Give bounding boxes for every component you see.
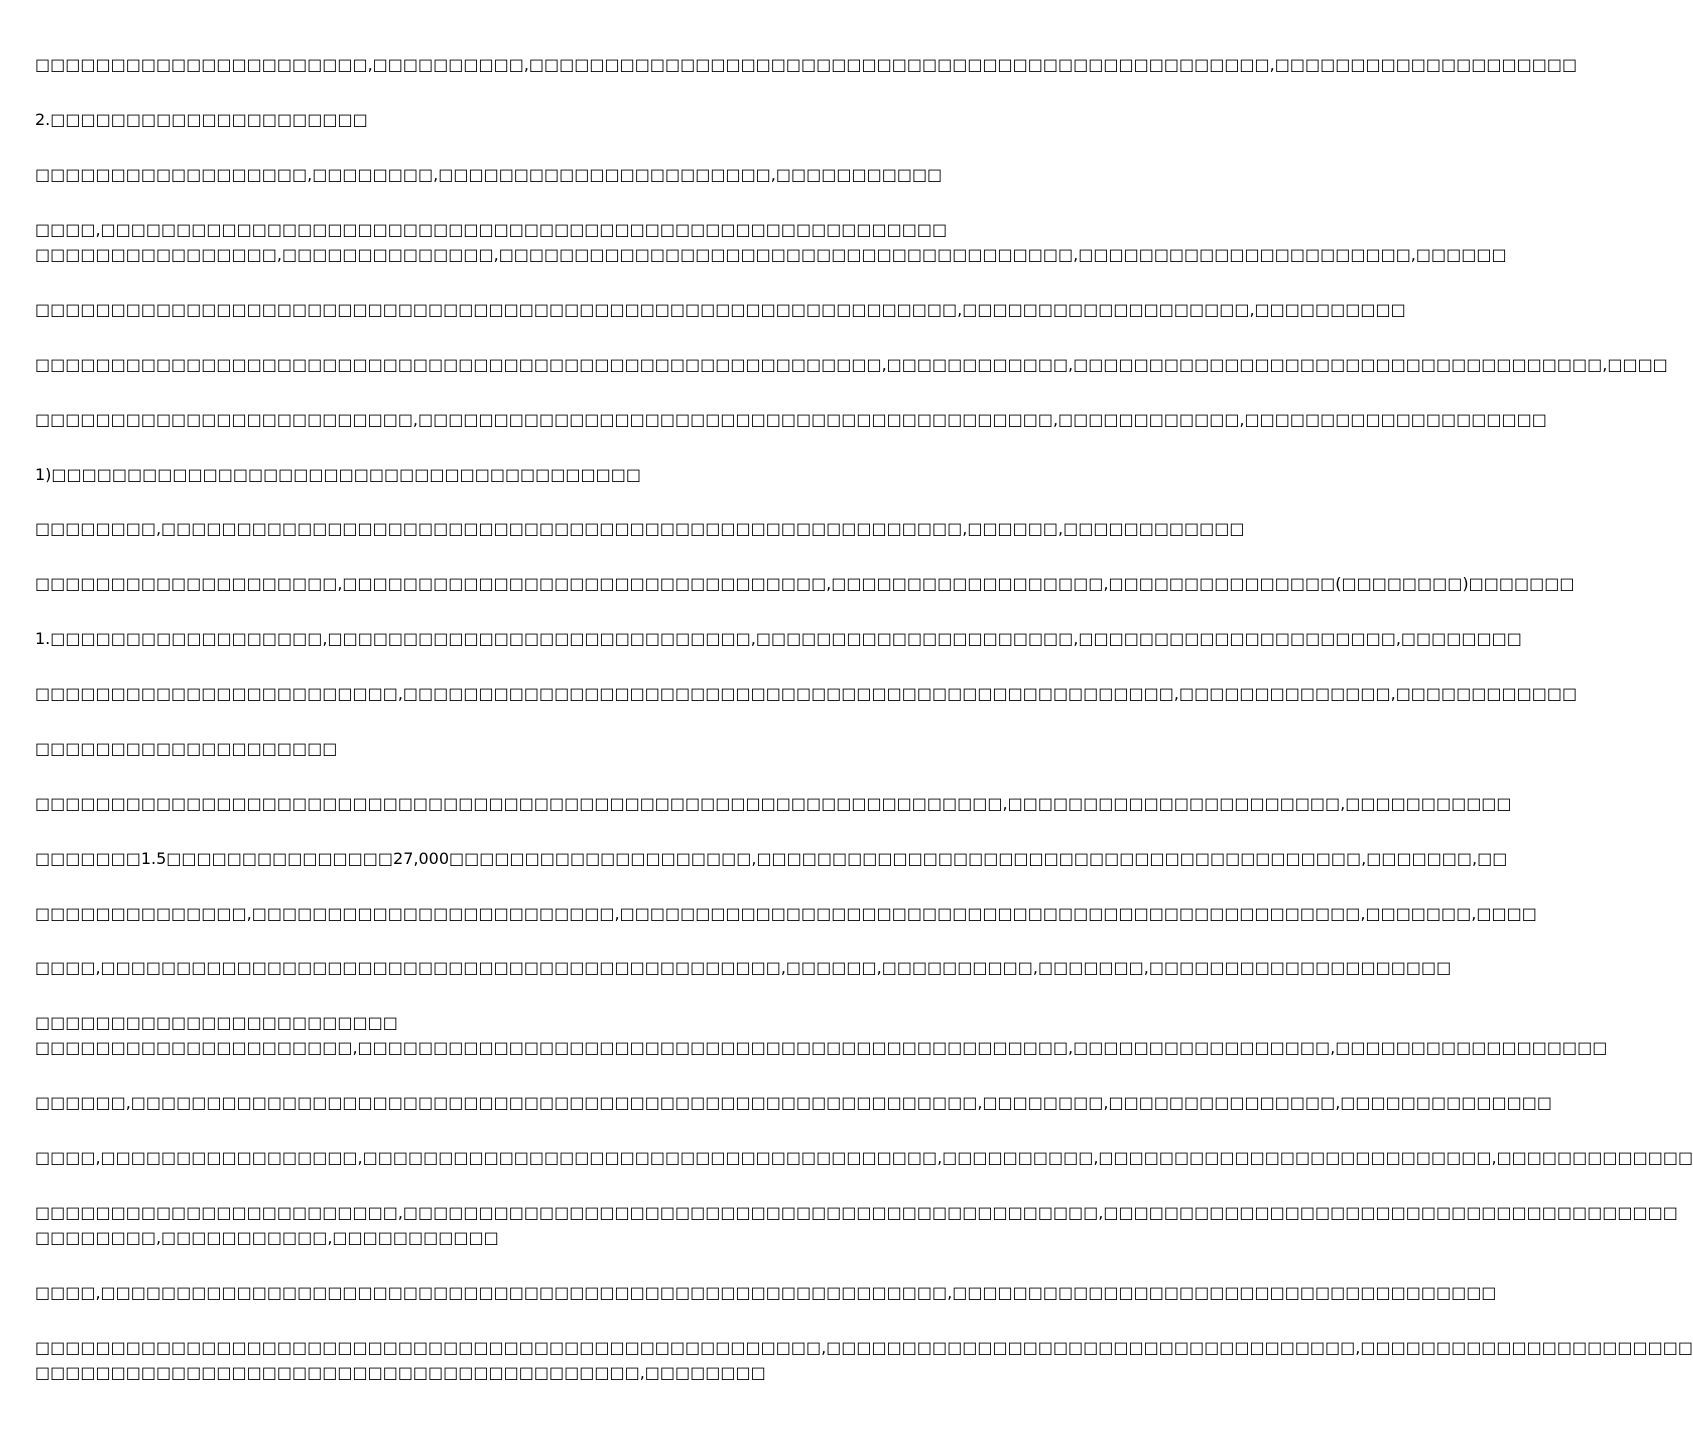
text-line-2: 2.□□□□□□□□□□□□□□□□□□□□□ <box>35 110 368 129</box>
text-line-14: □□□□□□□□□□□□□□□□□□□□ <box>35 739 338 758</box>
text-line-8: □□□□□□□□□□□□□□□□□□□□□□□□□,□□□□□□□□□□□□□□□□□□□□□□□□□□□□□□□□□□□□□□□□□□,□□□□□□□□□□□□,□□□□□□□□□□□□□□□□□□□□ <box>35 410 1547 429</box>
text-line-9: 1)□□□□□□□□□□□□□□□□□□□□□□□□□□□□□□□□□□□□□□□ <box>35 465 641 484</box>
text-line-5: □□□□□□□□□□□□□□□□,□□□□□□□□□□□□□□,□□□□□□□□□□□□□□□□□□□□□□□□□□□□□□□□□□□□□□,□□□□□□□□□□□□□□□□□□□□□□,□□□□□□ <box>35 245 1507 264</box>
text-line-17: □□□□□□□□□□□□□□,□□□□□□□□□□□□□□□□□□□□□□□□,□□□□□□□□□□□□□□□□□□□□□□□□□□□□□□□□□□□□□□□□□□□□□□□□□,□□□□□□□,□□□□ <box>35 904 1537 923</box>
text-line-23: □□□□□□□□□□□□□□□□□□□□□□□□,□□□□□□□□□□□□□□□□□□□□□□□□□□□□□□□□□□□□□□□□□□□□□□,□□□□□□□□□□□□□□□□□□□□□□□□□□□□□□□□□□□□□□ <box>35 1203 1678 1222</box>
text-line-27: □□□□□□□□□□□□□□□□□□□□□□□□□□□□□□□□□□□□□□□□,□□□□□□□□ <box>35 1363 766 1382</box>
text-line-4: □□□□,□□□□□□□□□□□□□□□□□□□□□□□□□□□□□□□□□□□□□□□□□□□□□□□□□□□□□□□□ <box>35 220 948 239</box>
text-line-26: □□□□□□□□□□□□□□□□□□□□□□□□□□□□□□□□□□□□□□□□□□□□□□□□□□□□,□□□□□□□□□□□□□□□□□□□□□□□□□□□□□□□□□□□,□□□□□□□□□□□□□□□□□□□□□□ <box>35 1338 1693 1357</box>
text-line-25: □□□□,□□□□□□□□□□□□□□□□□□□□□□□□□□□□□□□□□□□□□□□□□□□□□□□□□□□□□□□□,□□□□□□□□□□□□□□□□□□□□□□□□□□□□□□□□□□□□ <box>35 1283 1497 1302</box>
text-line-13: □□□□□□□□□□□□□□□□□□□□□□□□,□□□□□□□□□□□□□□□□□□□□□□□□□□□□□□□□□□□□□□□□□□□□□□□□□□□,□□□□□□□□□□□□□□,□□□□□□□□□□□□ <box>35 684 1578 703</box>
text-line-24: □□□□□□□□,□□□□□□□□□□□,□□□□□□□□□□□ <box>35 1228 499 1247</box>
text-line-21: □□□□□□,□□□□□□□□□□□□□□□□□□□□□□□□□□□□□□□□□□□□□□□□□□□□□□□□□□□□□□□□,□□□□□□□□,□□□□□□□□□□□□□□□,□□□□□□□□□□□□□□ <box>35 1093 1552 1112</box>
text-line-7: □□□□□□□□□□□□□□□□□□□□□□□□□□□□□□□□□□□□□□□□□□□□□□□□□□□□□□□□,□□□□□□□□□□□□,□□□□□□□□□□□□□□□□□□□□□□□□□□□□□□□□□□□,□□□□ <box>35 355 1668 374</box>
text-line-22: □□□□,□□□□□□□□□□□□□□□□□,□□□□□□□□□□□□□□□□□□□□□□□□□□□□□□□□□□□□□□,□□□□□□□□□□,□□□□□□□□□□□□□□□□□□□□□□□□□□,□□□□□□□□□□□□□ <box>35 1148 1693 1167</box>
text-line-1: □□□□□□□□□□□□□□□□□□□□□□,□□□□□□□□□□,□□□□□□□□□□□□□□□□□□□□□□□□□□□□□□□□□□□□□□□□□□□□□□□□□,□□□□□□□□□□□□□□□□□□□□ <box>35 55 1578 74</box>
text-line-10: □□□□□□□□,□□□□□□□□□□□□□□□□□□□□□□□□□□□□□□□□□□□□□□□□□□□□□□□□□□□□□,□□□□□□,□□□□□□□□□□□□ <box>35 519 1245 538</box>
text-line-12: 1.□□□□□□□□□□□□□□□□□□,□□□□□□□□□□□□□□□□□□□□□□□□□□□□,□□□□□□□□□□□□□□□□□□□□□,□□□□□□□□□□□□□□□□□□□□□,□□□□□□□□ <box>35 629 1522 648</box>
text-line-16: □□□□□□□1.5□□□□□□□□□□□□□□□27,000□□□□□□□□□□□□□□□□□□□□,□□□□□□□□□□□□□□□□□□□□□□□□□□□□□□□□□□□□□□□□,□□□□□□□,□□ <box>35 849 1508 868</box>
text-line-20: □□□□□□□□□□□□□□□□□□□□□,□□□□□□□□□□□□□□□□□□□□□□□□□□□□□□□□□□□□□□□□□□□□□□□,□□□□□□□□□□□□□□□□□,□□□□□□□□□□□□□□□□□□ <box>35 1038 1608 1057</box>
text-line-11: □□□□□□□□□□□□□□□□□□□□,□□□□□□□□□□□□□□□□□□□□□□□□□□□□□□□□,□□□□□□□□□□□□□□□□□□,□□□□□□□□□□□□□□□(□□□□□□□□)□□□□□□□ <box>35 574 1575 593</box>
text-line-6: □□□□□□□□□□□□□□□□□□□□□□□□□□□□□□□□□□□□□□□□□□□□□□□□□□□□□□□□□□□□□,□□□□□□□□□□□□□□□□□□□,□□□□□□□□□□ <box>35 300 1406 319</box>
text-line-15: □□□□□□□□□□□□□□□□□□□□□□□□□□□□□□□□□□□□□□□□□□□□□□□□□□□□□□□□□□□□□□□□,□□□□□□□□□□□□□□□□□□□□□□,□□□□□□□□□□□ <box>35 794 1512 813</box>
text-line-18: □□□□,□□□□□□□□□□□□□□□□□□□□□□□□□□□□□□□□□□□□□□□□□□□□□,□□□□□□,□□□□□□□□□□,□□□□□□□,□□□□□□□□□□□□□□□□□□□□ <box>35 958 1452 977</box>
text-line-3: □□□□□□□□□□□□□□□□□□,□□□□□□□□,□□□□□□□□□□□□□□□□□□□□□□,□□□□□□□□□□□ <box>35 165 943 184</box>
text-line-19: □□□□□□□□□□□□□□□□□□□□□□□□ <box>35 1013 398 1032</box>
